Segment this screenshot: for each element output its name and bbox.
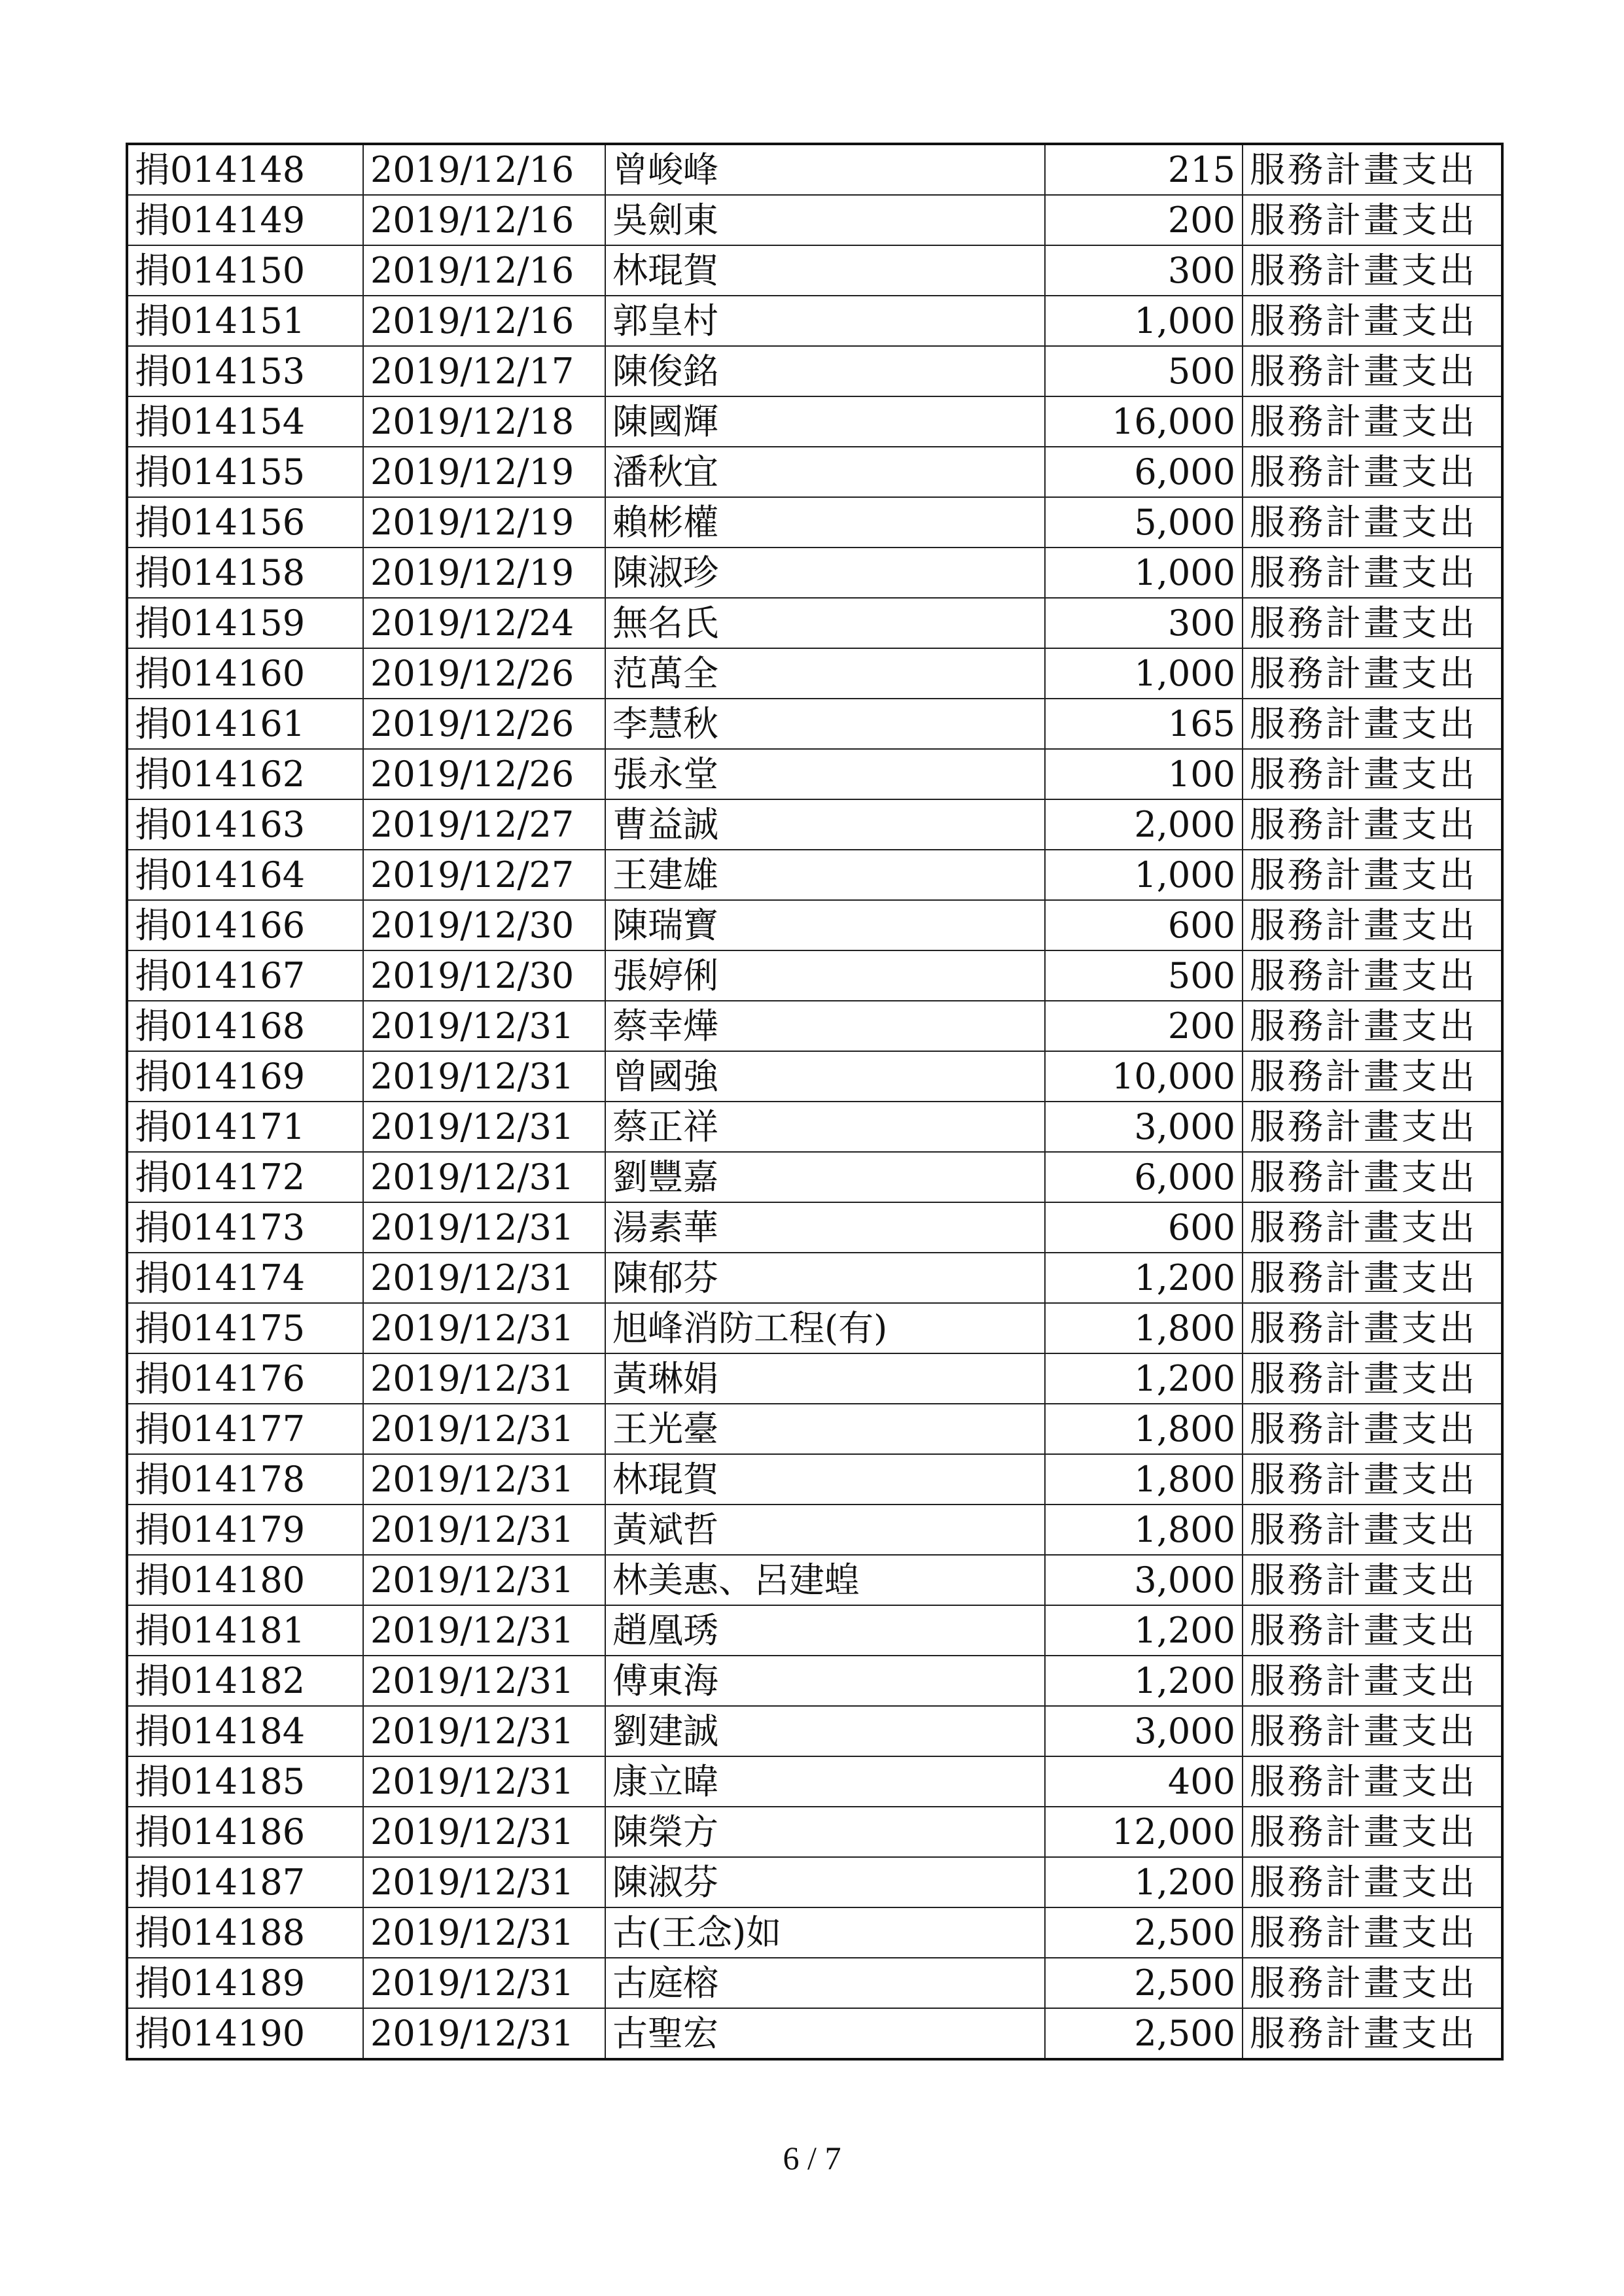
donor-name-cell: 賴彬權	[605, 497, 1045, 548]
purpose-cell: 服務計畫支出	[1243, 1102, 1502, 1152]
amount-cell: 2,500	[1045, 1958, 1243, 2008]
date-cell: 2019/12/31	[363, 1958, 605, 2008]
purpose-cell: 服務計畫支出	[1243, 598, 1502, 648]
table-row	[127, 245, 1502, 296]
donor-name-cell: 康立暐	[605, 1756, 1045, 1807]
purpose-cell: 服務計畫支出	[1243, 497, 1502, 548]
table-row	[127, 1202, 1502, 1253]
amount-cell: 3,000	[1045, 1706, 1243, 1756]
receipt-id-cell: 捐014163	[127, 799, 363, 850]
table-row	[127, 1152, 1502, 1202]
table-row	[127, 1706, 1502, 1756]
date-cell: 2019/12/31	[363, 1505, 605, 1555]
date-cell: 2019/12/31	[363, 1253, 605, 1303]
table-row	[127, 749, 1502, 799]
amount-cell: 1,200	[1045, 1353, 1243, 1404]
donor-name-cell: 湯素華	[605, 1202, 1045, 1253]
receipt-id-cell: 捐014180	[127, 1555, 363, 1605]
date-cell: 2019/12/31	[363, 1656, 605, 1706]
date-cell: 2019/12/26	[363, 699, 605, 749]
table-row	[127, 1505, 1502, 1555]
date-cell: 2019/12/16	[363, 195, 605, 245]
purpose-cell: 服務計畫支出	[1243, 144, 1502, 195]
table-row	[127, 1958, 1502, 2008]
ledger-body	[127, 144, 1502, 2059]
receipt-id-cell: 捐014186	[127, 1807, 363, 1857]
amount-cell: 1,000	[1045, 548, 1243, 598]
date-cell: 2019/12/31	[363, 1152, 605, 1202]
purpose-cell: 服務計畫支出	[1243, 346, 1502, 396]
donor-name-cell: 王光臺	[605, 1404, 1045, 1454]
purpose-cell: 服務計畫支出	[1243, 648, 1502, 699]
table-row	[127, 296, 1502, 346]
amount-cell: 10,000	[1045, 1051, 1243, 1102]
amount-cell: 1,000	[1045, 850, 1243, 900]
date-cell: 2019/12/19	[363, 447, 605, 497]
date-cell: 2019/12/31	[363, 1303, 605, 1353]
date-cell: 2019/12/31	[363, 1605, 605, 1656]
table-row	[127, 1656, 1502, 1706]
receipt-id-cell: 捐014150	[127, 245, 363, 296]
date-cell: 2019/12/31	[363, 2008, 605, 2059]
date-cell: 2019/12/31	[363, 1404, 605, 1454]
receipt-id-cell: 捐014166	[127, 900, 363, 950]
receipt-id-cell: 捐014151	[127, 296, 363, 346]
table-row	[127, 1857, 1502, 1907]
donor-name-cell: 曾國強	[605, 1051, 1045, 1102]
date-cell: 2019/12/26	[363, 749, 605, 799]
amount-cell: 215	[1045, 144, 1243, 195]
table-row	[127, 598, 1502, 648]
donation-ledger-table	[126, 143, 1504, 2061]
amount-cell: 1,000	[1045, 648, 1243, 699]
receipt-id-cell: 捐014178	[127, 1454, 363, 1505]
donor-name-cell: 旭峰消防工程(有)	[605, 1303, 1045, 1353]
amount-cell: 2,500	[1045, 2008, 1243, 2059]
table-row	[127, 900, 1502, 950]
donor-name-cell: 蔡幸燁	[605, 1001, 1045, 1051]
amount-cell: 600	[1045, 900, 1243, 950]
purpose-cell: 服務計畫支出	[1243, 1807, 1502, 1857]
date-cell: 2019/12/30	[363, 900, 605, 950]
purpose-cell: 服務計畫支出	[1243, 1656, 1502, 1706]
donor-name-cell: 蔡正祥	[605, 1102, 1045, 1152]
table-row	[127, 1756, 1502, 1807]
donor-name-cell: 曹益誠	[605, 799, 1045, 850]
amount-cell: 16,000	[1045, 396, 1243, 447]
receipt-id-cell: 捐014159	[127, 598, 363, 648]
date-cell: 2019/12/17	[363, 346, 605, 396]
purpose-cell: 服務計畫支出	[1243, 1706, 1502, 1756]
purpose-cell: 服務計畫支出	[1243, 1353, 1502, 1404]
date-cell: 2019/12/31	[363, 1353, 605, 1404]
receipt-id-cell: 捐014176	[127, 1353, 363, 1404]
table-row	[127, 1907, 1502, 1958]
date-cell: 2019/12/31	[363, 1051, 605, 1102]
purpose-cell: 服務計畫支出	[1243, 296, 1502, 346]
date-cell: 2019/12/31	[363, 1202, 605, 1253]
table-row	[127, 2008, 1502, 2059]
donor-name-cell: 趙凰琇	[605, 1605, 1045, 1656]
date-cell: 2019/12/16	[363, 245, 605, 296]
purpose-cell: 服務計畫支出	[1243, 1051, 1502, 1102]
date-cell: 2019/12/27	[363, 850, 605, 900]
amount-cell: 600	[1045, 1202, 1243, 1253]
date-cell: 2019/12/31	[363, 1857, 605, 1907]
donor-name-cell: 無名氏	[605, 598, 1045, 648]
amount-cell: 500	[1045, 950, 1243, 1001]
donor-name-cell: 黃琳娟	[605, 1353, 1045, 1404]
purpose-cell: 服務計畫支出	[1243, 1555, 1502, 1605]
date-cell: 2019/12/31	[363, 1454, 605, 1505]
table-row	[127, 1102, 1502, 1152]
date-cell: 2019/12/31	[363, 1907, 605, 1958]
amount-cell: 3,000	[1045, 1555, 1243, 1605]
amount-cell: 300	[1045, 245, 1243, 296]
table-row	[127, 396, 1502, 447]
amount-cell: 1,000	[1045, 296, 1243, 346]
page-number: 6 / 7	[783, 2140, 841, 2176]
purpose-cell: 服務計畫支出	[1243, 1857, 1502, 1907]
receipt-id-cell: 捐014175	[127, 1303, 363, 1353]
donor-name-cell: 陳郁芬	[605, 1253, 1045, 1303]
purpose-cell: 服務計畫支出	[1243, 447, 1502, 497]
donor-name-cell: 陳淑珍	[605, 548, 1045, 598]
date-cell: 2019/12/31	[363, 1102, 605, 1152]
donor-name-cell: 吳劍東	[605, 195, 1045, 245]
amount-cell: 3,000	[1045, 1102, 1243, 1152]
donor-name-cell: 古(王念)如	[605, 1907, 1045, 1958]
receipt-id-cell: 捐014189	[127, 1958, 363, 2008]
receipt-id-cell: 捐014185	[127, 1756, 363, 1807]
donor-name-cell: 劉豐嘉	[605, 1152, 1045, 1202]
donor-name-cell: 古庭榕	[605, 1958, 1045, 2008]
table-row	[127, 548, 1502, 598]
date-cell: 2019/12/31	[363, 1807, 605, 1857]
table-row	[127, 1051, 1502, 1102]
purpose-cell: 服務計畫支出	[1243, 950, 1502, 1001]
date-cell: 2019/12/31	[363, 1756, 605, 1807]
purpose-cell: 服務計畫支出	[1243, 1152, 1502, 1202]
date-cell: 2019/12/18	[363, 396, 605, 447]
donor-name-cell: 王建雄	[605, 850, 1045, 900]
table-row	[127, 1454, 1502, 1505]
receipt-id-cell: 捐014167	[127, 950, 363, 1001]
purpose-cell: 服務計畫支出	[1243, 850, 1502, 900]
table-row	[127, 1253, 1502, 1303]
date-cell: 2019/12/30	[363, 950, 605, 1001]
receipt-id-cell: 捐014160	[127, 648, 363, 699]
amount-cell: 1,200	[1045, 1253, 1243, 1303]
date-cell: 2019/12/19	[363, 548, 605, 598]
amount-cell: 5,000	[1045, 497, 1243, 548]
date-cell: 2019/12/27	[363, 799, 605, 850]
donor-name-cell: 郭皇村	[605, 296, 1045, 346]
receipt-id-cell: 捐014173	[127, 1202, 363, 1253]
receipt-id-cell: 捐014168	[127, 1001, 363, 1051]
donor-name-cell: 潘秋宜	[605, 447, 1045, 497]
amount-cell: 100	[1045, 749, 1243, 799]
donor-name-cell: 李慧秋	[605, 699, 1045, 749]
receipt-id-cell: 捐014188	[127, 1907, 363, 1958]
donor-name-cell: 林琨賀	[605, 245, 1045, 296]
receipt-id-cell: 捐014154	[127, 396, 363, 447]
receipt-id-cell: 捐014184	[127, 1706, 363, 1756]
purpose-cell: 服務計畫支出	[1243, 1202, 1502, 1253]
donor-name-cell: 陳俊銘	[605, 346, 1045, 396]
donor-name-cell: 林美惠、呂建蝗	[605, 1555, 1045, 1605]
table-row	[127, 1001, 1502, 1051]
amount-cell: 1,200	[1045, 1605, 1243, 1656]
receipt-id-cell: 捐014174	[127, 1253, 363, 1303]
donor-name-cell: 張婷俐	[605, 950, 1045, 1001]
table-row	[127, 497, 1502, 548]
purpose-cell: 服務計畫支出	[1243, 699, 1502, 749]
receipt-id-cell: 捐014171	[127, 1102, 363, 1152]
amount-cell: 1,800	[1045, 1404, 1243, 1454]
receipt-id-cell: 捐014182	[127, 1656, 363, 1706]
purpose-cell: 服務計畫支出	[1243, 1001, 1502, 1051]
purpose-cell: 服務計畫支出	[1243, 900, 1502, 950]
amount-cell: 1,800	[1045, 1505, 1243, 1555]
table-row	[127, 1807, 1502, 1857]
date-cell: 2019/12/26	[363, 648, 605, 699]
table-row	[127, 950, 1502, 1001]
purpose-cell: 服務計畫支出	[1243, 749, 1502, 799]
receipt-id-cell: 捐014148	[127, 144, 363, 195]
purpose-cell: 服務計畫支出	[1243, 799, 1502, 850]
date-cell: 2019/12/24	[363, 598, 605, 648]
donor-name-cell: 陳瑞寶	[605, 900, 1045, 950]
date-cell: 2019/12/31	[363, 1706, 605, 1756]
amount-cell: 200	[1045, 195, 1243, 245]
receipt-id-cell: 捐014156	[127, 497, 363, 548]
receipt-id-cell: 捐014181	[127, 1605, 363, 1656]
amount-cell: 1,800	[1045, 1303, 1243, 1353]
donor-name-cell: 黃斌哲	[605, 1505, 1045, 1555]
purpose-cell: 服務計畫支出	[1243, 195, 1502, 245]
purpose-cell: 服務計畫支出	[1243, 396, 1502, 447]
receipt-id-cell: 捐014164	[127, 850, 363, 900]
amount-cell: 1,200	[1045, 1656, 1243, 1706]
purpose-cell: 服務計畫支出	[1243, 548, 1502, 598]
amount-cell: 165	[1045, 699, 1243, 749]
amount-cell: 300	[1045, 598, 1243, 648]
table-row	[127, 1555, 1502, 1605]
date-cell: 2019/12/16	[363, 296, 605, 346]
amount-cell: 500	[1045, 346, 1243, 396]
receipt-id-cell: 捐014179	[127, 1505, 363, 1555]
purpose-cell: 服務計畫支出	[1243, 1253, 1502, 1303]
table-row	[127, 1303, 1502, 1353]
donor-name-cell: 古聖宏	[605, 2008, 1045, 2059]
receipt-id-cell: 捐014162	[127, 749, 363, 799]
donor-name-cell: 林琨賀	[605, 1454, 1045, 1505]
table-row	[127, 144, 1502, 195]
table-row	[127, 1605, 1502, 1656]
receipt-id-cell: 捐014169	[127, 1051, 363, 1102]
table-row	[127, 346, 1502, 396]
purpose-cell: 服務計畫支出	[1243, 1303, 1502, 1353]
amount-cell: 2,000	[1045, 799, 1243, 850]
donor-name-cell: 范萬全	[605, 648, 1045, 699]
receipt-id-cell: 捐014187	[127, 1857, 363, 1907]
table-row	[127, 1353, 1502, 1404]
date-cell: 2019/12/19	[363, 497, 605, 548]
purpose-cell: 服務計畫支出	[1243, 1505, 1502, 1555]
table-row	[127, 1404, 1502, 1454]
donor-name-cell: 陳榮方	[605, 1807, 1045, 1857]
receipt-id-cell: 捐014153	[127, 346, 363, 396]
receipt-id-cell: 捐014149	[127, 195, 363, 245]
purpose-cell: 服務計畫支出	[1243, 1907, 1502, 1958]
receipt-id-cell: 捐014155	[127, 447, 363, 497]
amount-cell: 1,800	[1045, 1454, 1243, 1505]
purpose-cell: 服務計畫支出	[1243, 1958, 1502, 2008]
receipt-id-cell: 捐014158	[127, 548, 363, 598]
purpose-cell: 服務計畫支出	[1243, 1454, 1502, 1505]
amount-cell: 2,500	[1045, 1907, 1243, 1958]
donor-name-cell: 劉建誠	[605, 1706, 1045, 1756]
amount-cell: 6,000	[1045, 1152, 1243, 1202]
amount-cell: 12,000	[1045, 1807, 1243, 1857]
receipt-id-cell: 捐014161	[127, 699, 363, 749]
purpose-cell: 服務計畫支出	[1243, 2008, 1502, 2059]
donor-name-cell: 傅東海	[605, 1656, 1045, 1706]
purpose-cell: 服務計畫支出	[1243, 245, 1502, 296]
purpose-cell: 服務計畫支出	[1243, 1756, 1502, 1807]
receipt-id-cell: 捐014177	[127, 1404, 363, 1454]
table-row	[127, 799, 1502, 850]
purpose-cell: 服務計畫支出	[1243, 1605, 1502, 1656]
date-cell: 2019/12/31	[363, 1555, 605, 1605]
table-row	[127, 648, 1502, 699]
donor-name-cell: 陳淑芬	[605, 1857, 1045, 1907]
purpose-cell: 服務計畫支出	[1243, 1404, 1502, 1454]
amount-cell: 1,200	[1045, 1857, 1243, 1907]
date-cell: 2019/12/31	[363, 1001, 605, 1051]
donor-name-cell: 張永堂	[605, 749, 1045, 799]
donor-name-cell: 曾峻峰	[605, 144, 1045, 195]
table-row	[127, 447, 1502, 497]
donor-name-cell: 陳國輝	[605, 396, 1045, 447]
table-row	[127, 195, 1502, 245]
amount-cell: 6,000	[1045, 447, 1243, 497]
amount-cell: 400	[1045, 1756, 1243, 1807]
table-row	[127, 699, 1502, 749]
receipt-id-cell: 捐014172	[127, 1152, 363, 1202]
date-cell: 2019/12/16	[363, 144, 605, 195]
amount-cell: 200	[1045, 1001, 1243, 1051]
receipt-id-cell: 捐014190	[127, 2008, 363, 2059]
table-row	[127, 850, 1502, 900]
